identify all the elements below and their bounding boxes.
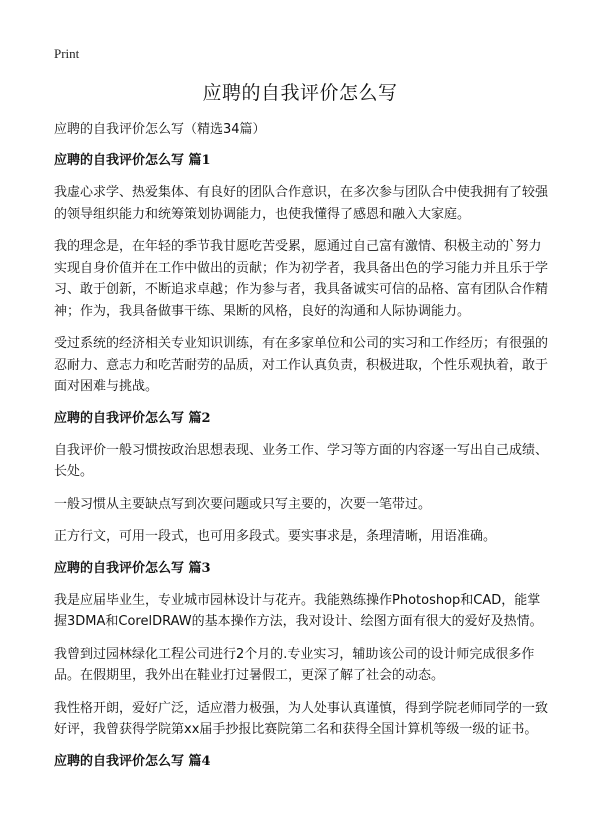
section-2 <box>54 409 552 548</box>
paragraph: 一般习惯从主要缺点写到次要问题或只写主要的，次要一笔带过。 <box>54 496 432 512</box>
section-heading: 应聘的自我评价怎么写 篇3 <box>54 560 211 576</box>
section-heading: 应聘的自我评价怎么写 篇4 <box>54 753 211 769</box>
document-body <box>54 120 552 783</box>
paragraph: 自我评价一般习惯按政治思想表现、业务工作、学习等方面的内容逐一写出自己成绩、长处。 <box>54 442 549 479</box>
paragraph: 我的理念是，在年轻的季节我甘愿吃苦受累，愿通过自己富有激情、积极主动的`努力实现自身价值并在工作中做出的贡献；作为初学者，我具备出色的学习能力并且乐于学习、敢于创新，不断追求卓越；作为参与者，我具备诚实可信的品格、富有团队合作精神；作为，我具备做事干练、果断的风格，良好的沟通和人际协调能力。 <box>54 239 549 319</box>
section-heading: 应聘的自我评价怎么写 篇2 <box>54 410 211 426</box>
section-4 <box>54 752 552 772</box>
paragraph: 我是应届毕业生，专业城市园林设计与花卉。我能熟练操作Photoshop和CAD，能掌握3DMA和CorelDRAW的基本操作方法，我对设计、绘图方面有很大的爱好及热情。 <box>54 592 543 629</box>
print-link[interactable]: Print <box>54 46 80 61</box>
paragraph: 我曾到过园林绿化工程公司进行2个月的.专业实习，辅助该公司的设计师完成很多作品。在假期里，我外出在鞋业打过暑假工，更深了解了社会的动态。 <box>54 646 535 683</box>
section-3 <box>54 559 552 741</box>
paragraph: 受过系统的经济相关专业知识训练，有在多家单位和公司的实习和工作经历；有很强的忍耐力、意志力和吃苦耐劳的品质，对工作认真负责，积极进取，个性乐观执着，敢于面对困难与挑战。 <box>54 336 549 394</box>
paragraph: 我虚心求学、热爱集体、有良好的团队合作意识，在多次参与团队合中使我拥有了较强的领导组织能力和统筹策划协调能力，也使我懂得了感恩和融入大家庭。 <box>54 185 549 222</box>
section-heading: 应聘的自我评价怎么写 篇1 <box>54 153 211 168</box>
paragraph: 我性格开朗，爱好广泛，适应潜力极强，为人处事认真谨慎，得到学院老师同学的一致好评，我曾获得学院第xx届手抄报比赛院第二名和获得全国计算机等级一级的证书。 <box>54 700 549 737</box>
section-1 <box>54 151 552 398</box>
document-subtitle: 应聘的自我评价怎么写（精选34篇） <box>54 122 266 137</box>
paragraph: 正方行文，可用一段式，也可用多段式。要实事求是，条理清晰，用语准确。 <box>54 529 497 544</box>
page-title: 应聘的自我评价怎么写 <box>202 82 398 104</box>
